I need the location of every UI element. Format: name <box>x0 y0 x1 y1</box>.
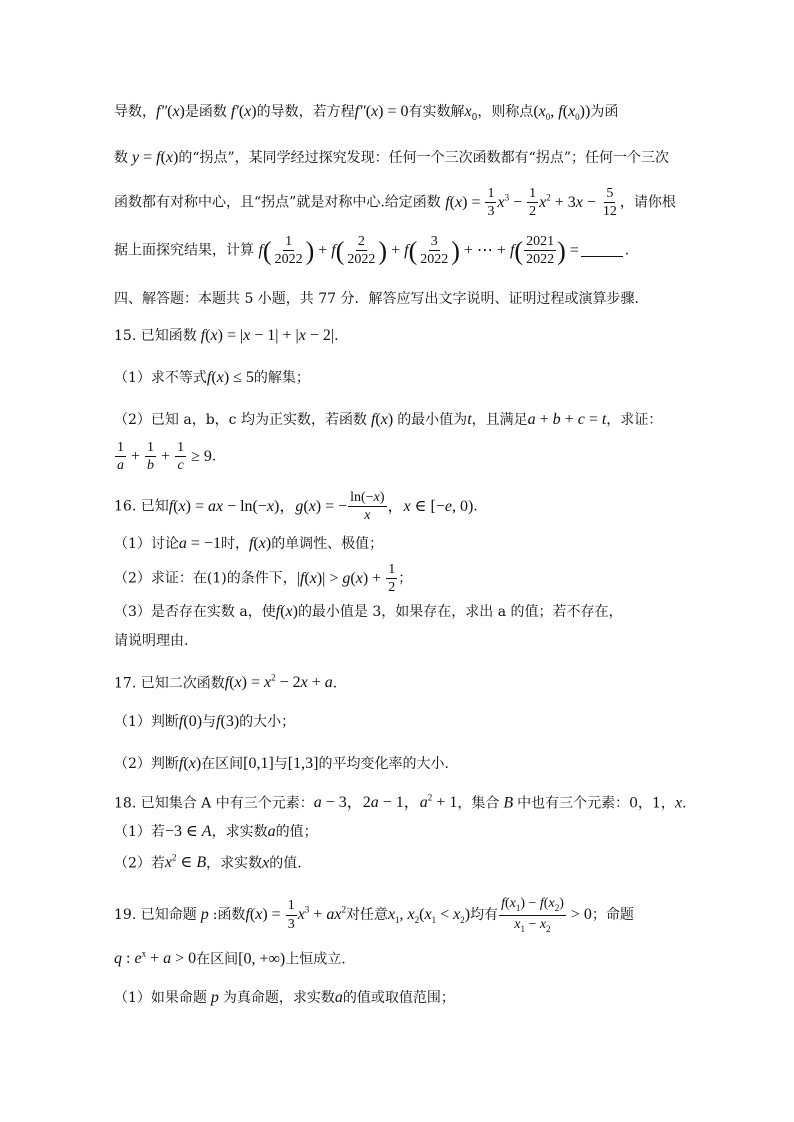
text: 导数， <box>114 104 156 120</box>
math: B <box>499 794 518 812</box>
math: $x^2$ ∈ B <box>164 853 207 872</box>
q16-part3 <box>114 604 686 620</box>
q17-stem: 17. 已知二次函数$f(x) = x^2 - 2x + a$. <box>114 673 338 692</box>
math: $x_1$, $x_2(x_1 < x_2)$ <box>387 905 471 926</box>
math: f(x) ≤ 5 <box>206 369 254 386</box>
math: [0,1] <box>243 755 274 772</box>
math: f(x) = $\frac{1}{3}$ $x^3 + ax^2$ <box>245 898 346 932</box>
q15-inequality: $\frac{1}{a}$ + $\frac{1}{b}$ + $\frac{1}{c}$ ≥ 9. <box>114 440 686 474</box>
q17-part2 <box>114 756 686 772</box>
text: 的最小值是 3，如果存在，求出 a 的值；若不存在， <box>297 604 623 620</box>
text: 的值. <box>269 855 302 872</box>
q16-part1 <box>114 536 686 552</box>
text: 为函 <box>590 104 619 120</box>
math: f(x) <box>370 411 398 428</box>
text: ，求实数 <box>211 824 268 840</box>
text: （2）若 <box>114 855 165 872</box>
math: a + b + c = t <box>527 411 607 428</box>
text: 数 <box>114 150 128 166</box>
text: 是函数 <box>184 104 227 120</box>
text: （2）已知 a，b，c 均为正实数，若函数 <box>114 412 367 428</box>
text: （1）若 <box>114 824 165 840</box>
text: ；命题 <box>591 906 634 923</box>
q18-part2 <box>114 854 686 871</box>
text: 15. 已知函数 <box>114 328 197 344</box>
math: [1,3] <box>287 755 319 772</box>
text: 18. 已知集合 A 中有三个元素： <box>114 795 314 812</box>
text: 的值或取值范围； <box>342 990 455 1006</box>
math: f(x) <box>248 535 272 552</box>
text: （1）讨论 <box>114 536 179 552</box>
text: 的值； <box>275 824 318 840</box>
text: 据上面探究结果，计算 <box>114 242 254 259</box>
text-line-3 <box>114 186 686 220</box>
text-line-4 <box>114 234 686 268</box>
section-heading <box>114 292 686 306</box>
text: 的导数，若方程 <box>256 104 355 120</box>
text: 的解集； <box>253 370 310 386</box>
q19-stem <box>114 896 686 934</box>
text: 与 <box>273 756 288 772</box>
math: q : $e^x + a > 0$ <box>114 949 197 968</box>
text: 有实数解 <box>408 104 465 120</box>
text: 与 <box>202 714 217 730</box>
answer-blank <box>581 256 623 257</box>
text: 在区间 <box>196 951 239 968</box>
math: $\frac{1}{a}$ + $\frac{1}{b}$ + $\frac{1}{c}$ ≥ 9 <box>117 440 212 474</box>
q15-stem: 15. 已知函数 f(x) = |x − 1| + |x − 2|. <box>114 327 339 344</box>
q15-part2 <box>114 412 686 428</box>
text: 19. 已知命题 <box>114 906 197 923</box>
text: 的大小； <box>239 714 296 730</box>
math: $f(x) = x^2 - 2x + a$ <box>224 673 333 692</box>
text: 函数都有对称中心，且“拐点”就是对称中心.给定函数 <box>114 194 441 211</box>
text: 16. 已知 <box>114 498 169 515</box>
math: (x) <box>238 103 257 120</box>
math: a = −1 <box>178 535 221 552</box>
math: a <box>334 989 343 1006</box>
math: f( $\frac{1}{2022}$ ) + f( $\frac{2}{2022}$ ) + f( $\frac{3}{2022}$ ) + ⋯ + f( $\frac{2021}{2022}$ ) = <box>258 234 579 268</box>
text: 17. 已知二次函数 <box>114 675 225 692</box>
text: 的平均变化率的大小. <box>318 756 449 772</box>
math: f(x) <box>178 755 202 772</box>
text: :函数 <box>212 906 246 923</box>
text: 的“拐点”，某同学经过探究发现：任何一个三次函数都有“拐点”；任何一个三次 <box>178 150 669 166</box>
math: a − 3，2a − 1，$a^2 + 1$ <box>313 793 458 812</box>
math: x <box>262 854 270 872</box>
text: 时， <box>220 536 249 552</box>
text: . <box>624 242 630 259</box>
math: (x) <box>167 103 185 120</box>
math: f″ <box>156 103 168 120</box>
math: |f(x)| > g(x) + $\frac{1}{2}$ <box>296 562 396 596</box>
text: （1）判断 <box>114 714 179 730</box>
q18-stem: 18. 已知集合 A 中有三个元素：a − 3，2a − 1，$a^2 + 1$，集合 B 中也有三个元素：0，1，x. <box>114 793 687 812</box>
text: 对任意 <box>345 906 388 923</box>
q16-part3-cont <box>114 634 686 648</box>
text: （1）求不等式 <box>114 370 207 386</box>
text: （2）判断 <box>114 756 179 772</box>
text: 中也有三个元素：0，1， <box>517 795 675 812</box>
text: ，求实数 <box>206 855 263 872</box>
text: ，求证： <box>606 412 663 428</box>
text-line-2 <box>114 150 686 166</box>
q19-q-line <box>114 950 686 967</box>
math: [0, +∞) <box>238 950 286 968</box>
math: t <box>467 411 472 428</box>
math: f(3) <box>216 713 240 730</box>
text: 均有 <box>470 906 499 923</box>
text: 请说明理由. <box>114 633 189 649</box>
q19-part1 <box>114 990 686 1006</box>
text: ，集合 <box>457 795 500 812</box>
math: f(x) = ax − ln(−x)，g(x) = − $\frac{\ln(-x)}{x}$ ，x ∈ [−e, 0) <box>168 490 474 524</box>
q15-part1 <box>114 370 686 386</box>
math: a <box>267 823 276 840</box>
q17-part1 <box>114 714 686 730</box>
math: f(x) = $\frac{1}{3}$ $x^3$ − $\frac{1}{2}$ $x^2 + 3x$ − $\frac{5}{12}$ <box>445 186 617 220</box>
math: $\frac{f(x_1) - f(x_2)}{x_1 - x_2}$ > 0 <box>501 896 592 934</box>
math: p <box>206 989 223 1006</box>
q18-part1 <box>114 824 686 840</box>
text: 的最小值为 <box>397 412 468 428</box>
math: x <box>464 103 472 120</box>
math: y = f(x) <box>132 149 179 166</box>
math: p <box>196 905 213 923</box>
math: f(x) = |x − 1| + |x − 2| <box>200 327 335 344</box>
text: （1）如果命题 <box>114 990 207 1006</box>
text: （3）是否存在实数 a，使 <box>114 604 276 620</box>
math: x <box>674 794 683 812</box>
text: ，且满足 <box>471 412 528 428</box>
text: 为真命题，求实数 <box>222 990 335 1006</box>
math: f′ <box>226 103 239 120</box>
math: f(0) <box>178 713 203 730</box>
math: f″(x) = 0 <box>354 103 409 120</box>
math: f(x) <box>275 603 298 620</box>
text-line-1: 导数，f″(x)是函数 f′(x)的导数，若方程f″(x) = 0有实数解$x_0$，则称点($x_0$, $f(x_0)$)为函 <box>114 103 619 123</box>
text: 四、解答题：本题共 5 小题，共 77 分．解答应写出文字说明、证明过程或演算步骤． <box>114 291 649 307</box>
math: −3 ∈ A <box>164 823 212 840</box>
q16-part2: （2）求证：在(1)的条件下，|f(x)| > g(x) + $\frac{1}{2}$ ； <box>114 562 413 596</box>
math: ($x_0$, $f(x_0)$) <box>533 103 591 123</box>
text: ，请你根 <box>619 194 676 211</box>
text: 在区间 <box>201 756 244 772</box>
text: 的单调性、极值； <box>271 536 384 552</box>
q16-stem: 16. 已知f(x) = ax − ln(−x)，g(x) = − $\frac{\ln(-x)}{x}$ ，x ∈ [−e, 0). <box>114 490 478 524</box>
text: 上恒成立. <box>285 951 346 968</box>
text: （2）求证：在(1)的条件下， <box>114 570 297 587</box>
text: ，则称点 <box>477 104 534 120</box>
